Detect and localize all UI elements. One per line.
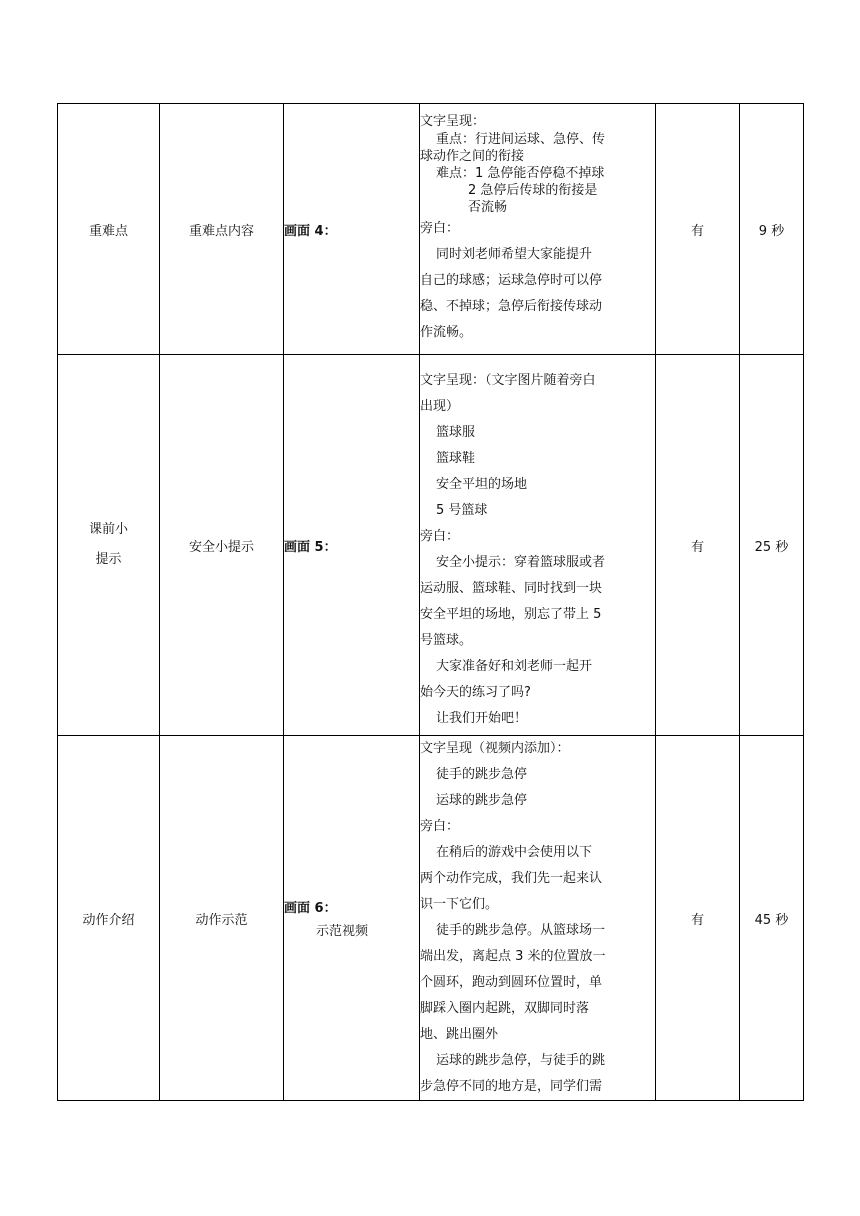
content-line: 让我们开始吧！ [436,711,528,726]
section-label-line: 提示 [95,552,122,567]
content-line: 文字呈现：（文字图片随着旁白 [420,373,596,388]
item-cell: 安全小提示 [160,355,284,736]
screen-label: 画面 6： [284,901,337,916]
content-line: 地、跳出圈外 [420,1027,499,1042]
content-line: 出现） [420,399,460,414]
content-cell [420,355,656,736]
screen-sub-label: 示范视频 [316,924,369,939]
content-line: 徒手的跳步急停。从篮球场一 [436,923,606,938]
section-label-line: 课前小 [88,522,128,537]
content-line: 2 急停后传球的衔接是 [468,183,598,198]
content-line: 难点：1 急停能否停稳不掉球 [436,166,605,181]
content-line: 篮球鞋 [436,451,476,466]
content-line: 号篮球。 [420,633,473,648]
content-cell [420,736,656,1101]
content-line: 脚踩入圈内起跳，双脚同时落 [420,1001,590,1016]
has-cell: 有 [656,736,740,1101]
screen-cell [284,104,420,355]
content-line: 作流畅。 [420,325,473,340]
content-line: 自己的球感；运球急停时可以停 [420,273,603,288]
content-line: 安全小提示：穿着篮球服或者 [436,555,606,570]
content-line: 旁白： [420,819,460,834]
has-cell: 有 [656,104,740,355]
screen-label: 画面 5： [284,539,337,555]
content-line: 篮球服 [436,425,476,440]
duration-cell: 25 秒 [740,355,804,736]
table-row [58,355,804,736]
content-line: 安全平坦的场地，别忘了带上 5 [420,607,602,622]
duration-cell: 45 秒 [740,736,804,1101]
content-line: 同时刘老师希望大家能提升 [436,247,593,262]
content-line: 否流畅 [468,200,508,215]
content-line: 大家准备好和刘老师一起开 [436,659,593,674]
content-line: 徒手的跳步急停 [436,767,528,782]
section-cell: 重难点 [58,104,160,355]
content-line: 球动作之间的衔接 [420,149,525,164]
section-cell: 动作介绍 [58,736,160,1101]
has-cell: 有 [656,355,740,736]
screen-cell [284,736,420,1101]
content-line: 端出发，离起点 3 米的位置放一 [420,949,606,964]
content-line: 旁白： [420,529,460,544]
section-cell [58,355,160,736]
content-line: 文字呈现（视频内添加）： [420,741,570,756]
content-cell [420,104,656,355]
content-line: 安全平坦的场地 [436,477,528,492]
content-line: 步急停不同的地方是，同学们需 [420,1079,603,1094]
content-line: 稳、不掉球；急停后衔接传球动 [420,299,603,314]
table-row [58,104,804,355]
content-line: 重点：行进间运球、急停、传 [436,132,606,147]
content-line: 旁白： [420,221,460,236]
content-line: 运动服、篮球鞋、同时找到一块 [420,581,603,596]
screen-label: 画面 4： [284,223,337,239]
table-row [58,736,804,1101]
content-line: 5 号篮球 [436,503,488,518]
content-line: 始今天的练习了吗? [420,685,531,700]
content-line: 运球的跳步急停 [436,793,528,808]
content-line: 两个动作完成，我们先一起来认 [420,871,603,886]
item-cell: 重难点内容 [160,104,284,355]
content-line: 文字呈现： [420,114,486,129]
content-line: 在稍后的游戏中会使用以下 [436,845,593,860]
screen-cell [284,355,420,736]
item-cell: 动作示范 [160,736,284,1101]
script-table [57,103,804,1101]
content-line: 个圆环，跑动到圆环位置时，单 [420,975,603,990]
content-line: 识一下它们。 [420,897,499,912]
content-line: 运球的跳步急停，与徒手的跳 [436,1053,606,1068]
duration-cell: 9 秒 [740,104,804,355]
